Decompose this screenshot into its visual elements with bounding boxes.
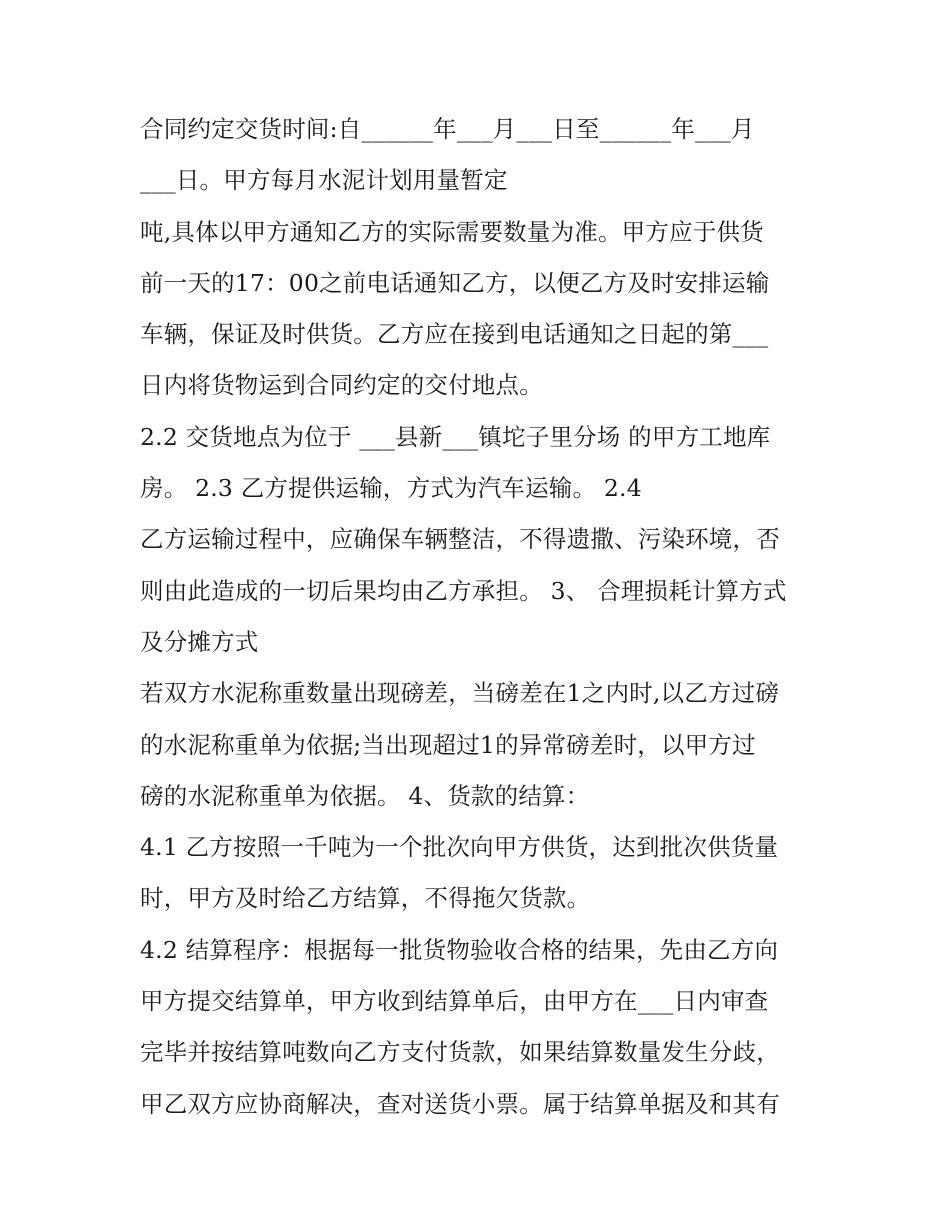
document-body [140, 104, 820, 1130]
text-line: 的水泥称重单为依据;当出现超过1的异常磅差时，以甲方过 [140, 730, 756, 759]
text-line: 前一天的17：00之前电话通知乙方，以便乙方及时安排运输 [140, 268, 770, 297]
text-line: 房。 2.3 乙方提供运输，方式为汽车运输。 2.4 [140, 474, 642, 503]
text-line: 吨,具体以甲方通知乙方的实际需要数量为准。甲方应于供货 [140, 217, 764, 246]
text-line: 乙方运输过程中，应确保车辆整洁，不得遗撒、污染环境，否 [140, 525, 780, 554]
text-line: 磅的水泥称重单为依据。 4、货款的结算： [140, 781, 590, 810]
text-line: ___日。甲方每月水泥计划用量暂定 [140, 166, 508, 195]
text-line: 2.2 交货地点为位于 ___县新___镇坨子里分场 的甲方工地库 [140, 422, 771, 451]
text-line: 车辆，保证及时供货。乙方应在接到电话通知之日起的第___ [140, 320, 769, 349]
text-line: 4.1 乙方按照一千吨为一个批次向甲方供货，达到批次供货量 [140, 833, 779, 862]
text-line: 及分摊方式 [140, 627, 259, 656]
text-line: 若双方水泥称重数量出现磅差，当磅差在1之内时,以乙方过磅 [140, 679, 780, 708]
text-line: 合同约定交货时间:自______年___月___日至______年___月 [140, 115, 755, 143]
text-line: 则由此造成的一切后果均由乙方承担。 3、 合理损耗计算方式 [140, 576, 787, 605]
text-line: 完毕并按结算吨数向乙方支付货款，如果结算数量发生分歧， [140, 1038, 780, 1067]
text-line: 甲方提交结算单，甲方收到结算单后，由甲方在___日内审查 [140, 987, 769, 1016]
text-line: 日内将货物运到合同约定的交付地点。 [140, 371, 543, 400]
text-line: 甲乙双方应协商解决，查对送货小票。属于结算单据及和其有 [140, 1089, 780, 1118]
text-line: 时，甲方及时给乙方结算，不得拖欠货款。 [140, 884, 591, 913]
text-line: 4.2 结算程序：根据每一批货物验收合格的结果，先由乙方向 [140, 935, 779, 964]
